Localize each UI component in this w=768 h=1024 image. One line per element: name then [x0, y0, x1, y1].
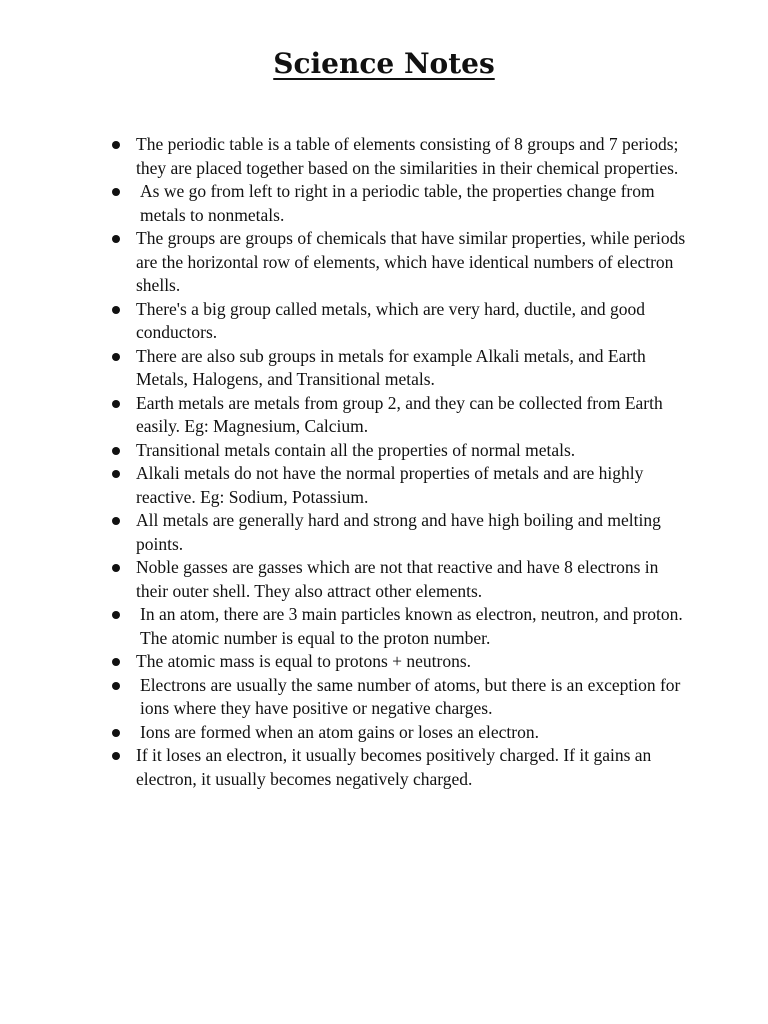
bullet-icon [112, 353, 120, 361]
list-item [108, 509, 688, 556]
list-item-text: The atomic mass is equal to protons + neutrons. [136, 651, 472, 671]
bullet-icon [112, 658, 120, 666]
bullet-icon [112, 235, 120, 243]
list-item-text: All metals are generally hard and strong and have high boiling and melting points. [136, 510, 661, 554]
page-title [0, 44, 768, 84]
bullet-icon [112, 729, 120, 737]
list-item-text: Ions are formed when an atom gains or loses an electron. [140, 721, 539, 742]
list-item [108, 180, 688, 227]
list-item [108, 721, 688, 745]
list-item-text: As we go from left to right in a periodic table, the properties change from metals to nonmetals. [140, 181, 655, 225]
list-item-text: Noble gasses are gasses which are not that reactive and have 8 electrons in their outer shell. They also attract other elements. [136, 557, 659, 601]
list-item-text: Electrons are usually the same number of atoms, but there is an exception for ions where they have positive or negative charges. [140, 674, 681, 718]
list-item [108, 556, 688, 603]
list-item [108, 674, 688, 721]
list-item [108, 298, 688, 345]
bullet-icon [112, 400, 120, 408]
list-item [108, 392, 688, 439]
bullet-icon [112, 141, 120, 149]
bullet-icon [112, 188, 120, 196]
bullet-icon [112, 682, 120, 690]
list-item-text: Alkali metals do not have the normal properties of metals and are highly reactive. Eg: Sodium, Potassium. [136, 463, 644, 507]
page-title-text: Science Notes [273, 47, 495, 80]
list-item-text: In an atom, there are 3 main particles known as electron, neutron, and proton. The atomic number is equal to the proton number. [140, 604, 683, 648]
list-item-text: There's a big group called metals, which are very hard, ductile, and good conductors. [136, 298, 646, 342]
list-item [108, 603, 688, 650]
list-item-text: Transitional metals contain all the properties of normal metals. [136, 439, 576, 460]
list-item [108, 439, 688, 463]
bullet-icon [112, 517, 120, 525]
list-item [108, 133, 688, 180]
list-item [108, 650, 688, 674]
bullet-icon [112, 470, 120, 478]
list-item [108, 462, 688, 509]
list-item [108, 227, 688, 298]
bullet-icon [112, 306, 120, 314]
list-item [108, 744, 688, 791]
bullet-icon [112, 447, 120, 455]
list-item-text: There are also sub groups in metals for example Alkali metals, and Earth Metals, Halogens, and Transitional metals. [136, 345, 646, 389]
bullet-icon [112, 752, 120, 760]
list-item [108, 345, 688, 392]
list-item-text: The periodic table is a table of elements consisting of 8 groups and 7 periods; they are placed together based on the similarities in their chemical properties. [136, 134, 679, 178]
list-item-text: The groups are groups of chemicals that have similar properties, while periods are the horizontal row of elements, which have identical numbers of electron shells. [136, 228, 686, 295]
bullet-icon [112, 564, 120, 572]
list-item-text: If it loses an electron, it usually becomes positively charged. If it gains an electron, it usually becomes negatively charged. [136, 745, 652, 789]
bullet-icon [112, 611, 120, 619]
list-item-text: Earth metals are metals from group 2, and they can be collected from Earth easily. Eg: Magnesium, Calcium. [136, 392, 663, 436]
notes-list [108, 133, 688, 791]
